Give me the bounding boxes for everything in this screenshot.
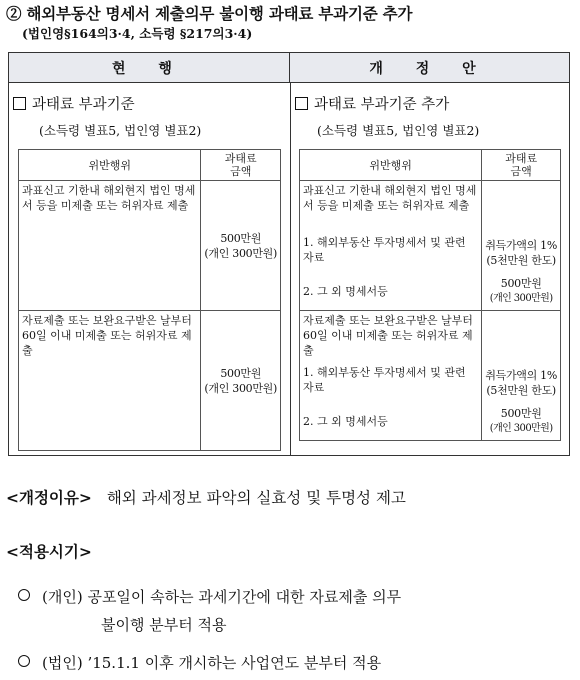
- item-label: 1. 해외부동산 투자명세서 및 관련 자료: [300, 233, 482, 273]
- violation-text: 과표신고 기한내 해외현지 법인 명세서 등을 미제출 또는 허위자료 제출: [300, 181, 482, 233]
- comparison-table: [8, 52, 570, 456]
- header-revised: 개 정 안: [290, 53, 569, 83]
- table-row: [300, 273, 561, 311]
- reason-text: 해외 과세정보 파악의 실효성 및 투명성 제고: [106, 489, 406, 507]
- timing-item: (개인) 공포일이 속하는 과세기간에 대한 자료제출 의무: [18, 586, 401, 607]
- table-row: [19, 311, 281, 451]
- bullet-circle-icon: [18, 589, 30, 601]
- item-label: 1. 해외부동산 투자명세서 및 관련 자료: [300, 363, 482, 403]
- checkbox-icon: [13, 97, 26, 110]
- amount-cell: 500만원 (개인 300만원): [201, 181, 281, 311]
- group-row: [300, 181, 561, 233]
- timing-item: (법인) ’15.1.1 이후 개시하는 사업연도 분부터 적용: [18, 652, 381, 673]
- timing-label: <적용시기>: [6, 543, 92, 561]
- table-row: [300, 363, 561, 403]
- current-subheading: (소득령 별표5, 법인영 별표2): [39, 123, 202, 138]
- col-violation: 위반행위: [300, 150, 482, 181]
- current-heading: 과태료 부과기준: [13, 93, 135, 114]
- page-title: ② 해외부동산 명세서 제출의무 불이행 과태료 부과기준 추가: [6, 4, 413, 23]
- amount-cell: 500만원 (개인 300만원): [201, 311, 281, 451]
- table-row: [300, 403, 561, 441]
- revised-subheading: (소득령 별표5, 법인영 별표2): [317, 123, 480, 138]
- revised-inner-table: [299, 149, 561, 441]
- table-row: [300, 233, 561, 273]
- revised-heading: 과태료 부과기준 추가: [295, 93, 449, 114]
- col-amount: 과태료 금액: [482, 150, 561, 181]
- table-row: [19, 181, 281, 311]
- bullet-circle-icon: [18, 655, 30, 667]
- revision-reason: [6, 486, 406, 508]
- item-label: 2. 그 외 명세서등: [300, 403, 482, 441]
- amount-cell: 500만원 (개인 300만원): [482, 273, 561, 311]
- item-label: 2. 그 외 명세서등: [300, 273, 482, 311]
- violation-text: 자료제출 또는 보완요구받은 날부터 60일 이내 미제출 또는 허위자료 제출: [19, 311, 201, 451]
- group-row: [300, 311, 561, 363]
- col-amount: 과태료 금액: [201, 150, 281, 181]
- legal-reference: (법인영§164의3·4, 소득령 §217의3·4): [22, 26, 253, 41]
- amount-cell: 500만원 (개인 300만원): [482, 403, 561, 441]
- current-inner-table: [18, 149, 281, 451]
- reason-label: <개정이유>: [6, 489, 92, 507]
- header-current: 현 행: [9, 53, 290, 83]
- amount-cell: 취득가액의 1% (5천만원 한도): [482, 363, 561, 403]
- timing-item-continued: 불이행 분부터 적용: [101, 616, 227, 634]
- violation-text: 자료제출 또는 보완요구받은 날부터 60일 이내 미제출 또는 허위자료 제출: [300, 311, 482, 363]
- violation-text: 과표신고 기한내 해외현지 법인 명세서 등을 미제출 또는 허위자료 제출: [19, 181, 201, 311]
- amount-cell: 취득가액의 1% (5천만원 한도): [482, 233, 561, 273]
- col-violation: 위반행위: [19, 150, 201, 181]
- column-divider: [290, 83, 291, 455]
- checkbox-icon: [295, 97, 308, 110]
